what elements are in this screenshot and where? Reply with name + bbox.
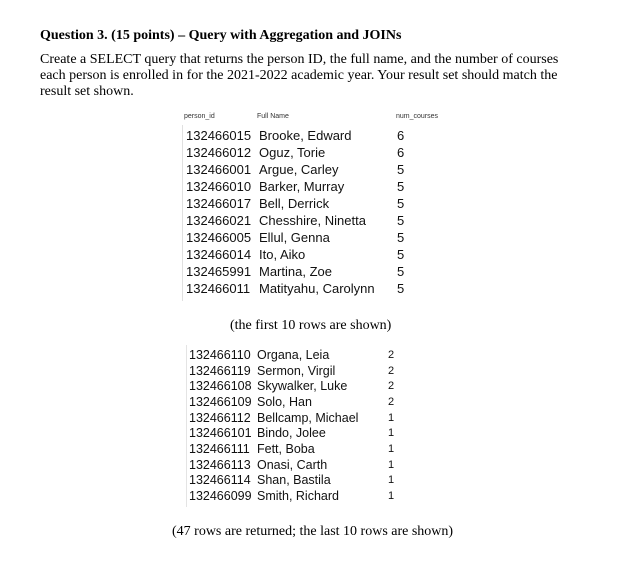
table-left-border xyxy=(186,345,187,507)
full-name-cell: Onasi, Carth xyxy=(257,457,328,472)
table-row xyxy=(189,457,408,473)
num-courses-cell: 2 xyxy=(388,380,395,393)
num-courses-cell: 1 xyxy=(388,474,395,487)
table-row xyxy=(186,178,437,195)
person-id-cell: 132466111 xyxy=(189,441,250,456)
table-row xyxy=(189,488,408,504)
table-row xyxy=(189,410,408,426)
full-name-cell: Chesshire, Ninetta xyxy=(259,213,366,228)
full-name-cell: Matityahu, Carolynn xyxy=(259,281,375,296)
person-id-cell: 132466012 xyxy=(186,145,252,160)
person-id-cell: 132466112 xyxy=(189,410,251,425)
table-row xyxy=(186,127,437,144)
full-name-cell: Oguz, Torie xyxy=(259,145,326,160)
person-id-cell: 132466005 xyxy=(186,230,252,245)
num-courses-cell: 6 xyxy=(397,128,405,143)
person-id-cell: 132466021 xyxy=(186,213,252,228)
table-row xyxy=(186,263,437,280)
num-courses-cell: 5 xyxy=(397,213,405,228)
person-id-cell: 132466109 xyxy=(189,394,252,409)
num-courses-cell: 5 xyxy=(397,179,405,194)
table-row xyxy=(189,394,408,410)
num-courses-cell: 1 xyxy=(388,411,395,424)
num-courses-cell: 2 xyxy=(388,364,395,377)
person-id-cell: 132466119 xyxy=(189,363,251,378)
full-name-cell: Fett, Boba xyxy=(257,441,315,456)
num-courses-cell: 2 xyxy=(388,395,395,408)
table-row xyxy=(189,378,408,394)
num-courses-cell: 6 xyxy=(397,145,405,160)
person-id-cell: 132466113 xyxy=(189,457,251,472)
person-id-cell: 132466108 xyxy=(189,379,252,394)
question-prompt: Create a SELECT query that returns the person ID, the full name, and the number of courses each person is enrolled in for the 2021-2022 academic year. Your result set should match the result set shown. xyxy=(40,52,559,99)
person-id-cell: 132466010 xyxy=(186,179,252,194)
full-name-cell: Skywalker, Luke xyxy=(257,379,348,394)
person-id-cell: 132466101 xyxy=(189,426,252,441)
full-name-cell: Bellcamp, Michael xyxy=(257,410,359,425)
table-row xyxy=(186,212,437,229)
person-id-cell: 132466017 xyxy=(186,196,252,211)
num-courses-cell: 5 xyxy=(397,196,405,211)
first-rows-note: (the first 10 rows are shown) xyxy=(230,318,392,333)
table-row xyxy=(189,363,408,379)
full-name-cell: Sermon, Virgil xyxy=(257,363,336,378)
num-courses-cell: 5 xyxy=(397,230,405,245)
full-name-cell: Organa, Leia xyxy=(257,347,330,362)
person-id-cell: 132466011 xyxy=(186,281,251,296)
table-row xyxy=(189,425,408,441)
table-row xyxy=(186,161,437,178)
first-rows-table xyxy=(186,127,437,297)
table-row xyxy=(189,441,408,457)
last-rows-table xyxy=(189,347,408,504)
full-name-cell: Solo, Han xyxy=(257,394,312,409)
person-id-cell: 132465991 xyxy=(186,264,252,279)
table-left-border xyxy=(182,125,183,301)
full-name-cell: Brooke, Edward xyxy=(259,128,352,143)
column-header-person-id: person_id xyxy=(184,113,215,120)
person-id-cell: 132466110 xyxy=(189,347,251,362)
full-name-cell: Barker, Murray xyxy=(259,179,345,194)
column-header-full-name: Full Name xyxy=(257,113,289,120)
num-courses-cell: 5 xyxy=(397,247,405,262)
person-id-cell: 132466015 xyxy=(186,128,252,143)
full-name-cell: Martina, Zoe xyxy=(259,264,332,279)
table-row xyxy=(186,229,437,246)
full-name-cell: Smith, Richard xyxy=(257,489,339,504)
table-row xyxy=(186,280,437,297)
num-courses-cell: 2 xyxy=(388,348,395,361)
table-row xyxy=(186,246,437,263)
full-name-cell: Ellul, Genna xyxy=(259,230,330,245)
full-name-cell: Ito, Aiko xyxy=(259,247,306,262)
num-courses-cell: 1 xyxy=(388,442,395,455)
full-name-cell: Bindo, Jolee xyxy=(257,426,326,441)
table-row xyxy=(186,144,437,161)
table-row xyxy=(189,347,408,363)
num-courses-cell: 1 xyxy=(388,490,395,503)
full-name-cell: Shan, Bastila xyxy=(257,473,331,488)
person-id-cell: 132466001 xyxy=(186,162,252,177)
num-courses-cell: 5 xyxy=(397,281,405,296)
last-rows-note: (47 rows are returned; the last 10 rows are shown) xyxy=(172,524,454,539)
full-name-cell: Bell, Derrick xyxy=(259,196,330,211)
person-id-cell: 132466114 xyxy=(189,473,251,488)
num-courses-cell: 5 xyxy=(397,264,405,279)
table-row xyxy=(186,195,437,212)
num-courses-cell: 1 xyxy=(388,427,395,440)
full-name-cell: Argue, Carley xyxy=(259,162,339,177)
person-id-cell: 132466014 xyxy=(186,247,252,262)
num-courses-cell: 5 xyxy=(397,162,405,177)
person-id-cell: 132466099 xyxy=(189,489,252,504)
num-courses-cell: 1 xyxy=(388,458,395,471)
column-header-num-courses: num_courses xyxy=(396,113,439,120)
question-heading: Question 3. (15 points) – Query with Aggregation and JOINs xyxy=(40,28,402,43)
table-row xyxy=(189,473,408,489)
